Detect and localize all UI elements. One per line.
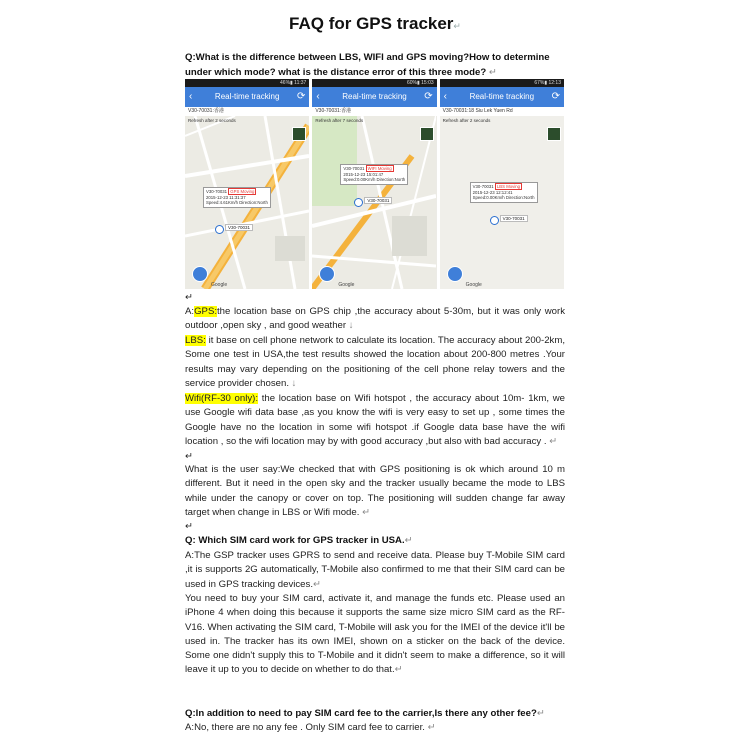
refresh-countdown: Refresh after 2 seconds xyxy=(188,118,236,123)
answer-lbs: LBS: it base on cell phone network to calculate its location. The accuracy about 200-2km, Some one test in USA,the test results showed the location about 200-800 metres .Your results may vary depending on the positioning of the cell phone relay towers and the service provider chosen. ↓ xyxy=(185,335,566,389)
marker-label: V30-70031 xyxy=(225,224,253,231)
para-mark-3: ↵ xyxy=(185,521,194,532)
refresh-icon[interactable]: ⟳ xyxy=(296,91,306,102)
tracking-screenshots xyxy=(185,79,564,289)
traffic-button[interactable] xyxy=(192,266,208,282)
refresh-countdown: Refresh after 7 seconds xyxy=(315,118,364,123)
answer-gps: A:GPS:the location base on GPS chip ,the accuracy about 5-30m, but it was only work outdoor ,open sky , and good weather ↓ xyxy=(185,306,565,332)
answer-sim-2: You need to buy your SIM card, activate it, and manage the funds etc. Please used an iPhone 4 when doing this because it supports the same size micro SIM card as the RF-V16. When activating the SIM card, T-Mobile will ask you for the IMEI of the device it'll be used in. The tracker has its own IMEI, shown on a sticker on the back of the device. Some one didn't supply this to T-Mobile and it didn't seem to make a difference, so it will leave it up to you to decide on whether to do that.↵ xyxy=(185,593,565,676)
phone-screen-lbs xyxy=(440,79,564,289)
google-logo: Google xyxy=(211,282,228,288)
location-marker-icon[interactable] xyxy=(490,216,499,225)
device-address: V30-70031:18 Siu Lek Yuen Rd xyxy=(440,107,564,116)
refresh-icon[interactable]: ⟳ xyxy=(551,91,560,102)
answer-sim-1: A:The GSP tracker uses GPRS to send and receive data. Please buy T-Mobile SIM card ,it is supports 2G automatically, T-Mobile also confirmed to me that their SIM card can be used in GPS tracking devices.↵ xyxy=(185,550,565,590)
back-arrow-icon[interactable]: ‹ xyxy=(189,91,193,102)
satellite-toggle-icon[interactable] xyxy=(547,127,561,141)
satellite-toggle-icon[interactable] xyxy=(420,127,434,141)
marker-label: V30-70031 xyxy=(500,215,528,222)
answer-wifi: Wifi(RF-30 only): the location base on Wifi hotspot , the accuracy about 10m- 1km, we use Google wifi data base ,as you know the wifi is very easy to set up , some times the Google have no the location in some wifi hotspot .if Google data base have the wifi location , so the wifi location may by with good accuracy ,but also with bad accuracy . ↵ xyxy=(185,393,565,447)
app-bar xyxy=(185,87,309,107)
satellite-toggle-icon[interactable] xyxy=(292,127,306,141)
para-mark: ↵ xyxy=(185,292,194,303)
phone-screen-wifi xyxy=(312,79,436,289)
page-title: FAQ for GPS tracker↵ xyxy=(289,14,461,33)
app-title: Real-time tracking xyxy=(342,92,407,101)
question-modes: Q:What is the difference between LBS, WIFI and GPS moving?How to determine under which mode? what is the distance error of this three mode? ↵ xyxy=(185,52,550,78)
refresh-countdown: Refresh after 2 seconds xyxy=(442,118,491,123)
info-window[interactable]: V30-70031 LBS Moving 2015-12-23 12:12:41 Speed:0.00Km/h Direction:North xyxy=(470,182,538,203)
google-logo: Google xyxy=(465,282,482,288)
lbs-label: LBS: xyxy=(185,335,206,346)
app-bar xyxy=(312,87,436,107)
para-mark-2: ↵ xyxy=(185,451,194,462)
device-address: V30-70031:香港 xyxy=(312,107,436,116)
location-marker-icon[interactable] xyxy=(215,225,224,234)
traffic-button[interactable] xyxy=(447,266,463,282)
mode-badge: GPS Moving xyxy=(230,189,255,194)
app-title: Real-time tracking xyxy=(214,92,280,101)
mode-badge: WIFI Moving xyxy=(367,166,392,171)
back-arrow-icon[interactable]: ‹ xyxy=(443,91,447,102)
answer-fee: A:No, there are no any fee . Only SIM card fee to carrier. ↵ xyxy=(185,722,436,733)
info-window[interactable]: V30-70031 WIFI Moving 2015-12-23 15:01:47 Speed:0.00Km/h Direction:North xyxy=(340,164,408,185)
device-address: V30-70031:香港 xyxy=(185,107,309,116)
map-view[interactable] xyxy=(440,116,564,289)
gps-label: GPS: xyxy=(194,306,218,317)
phone-screen-gps xyxy=(185,79,309,289)
status-bar: 46%▮ 11:37 xyxy=(185,79,309,87)
refresh-icon[interactable]: ⟳ xyxy=(424,91,433,102)
app-title: Real-time tracking xyxy=(469,92,535,101)
user-feedback: What is the user say:We checked that with GPS positioning is ok which around 10 m different. But it need in the open sky and the tracker usually became the mode to LBS while under the canopy or cover on top. The positioning will sudden change far away target when change in LBS or Wifi mode. ↵ xyxy=(185,464,565,518)
status-bar: 60%▮ 15:03 xyxy=(312,79,436,87)
google-logo: Google xyxy=(338,282,355,288)
question-sim: Q: Which SIM card work for GPS tracker in USA.↵ xyxy=(185,535,413,546)
marker-label: V30-70031 xyxy=(364,197,392,204)
info-window[interactable]: V30-70031 GPS Moving 2015-12-23 11:31:37 Speed:4.61Km/h Direction:North xyxy=(203,187,271,208)
app-bar xyxy=(440,87,564,107)
back-arrow-icon[interactable]: ‹ xyxy=(316,91,320,102)
question-fee: Q:In addition to need to pay SIM card fee to the carrier,Is there any other fee?↵ xyxy=(185,708,545,719)
wifi-label: Wifi(RF-30 only): xyxy=(185,393,259,404)
mode-badge: LBS Moving xyxy=(496,184,521,189)
status-bar: 67%▮ 12:13 xyxy=(440,79,564,87)
